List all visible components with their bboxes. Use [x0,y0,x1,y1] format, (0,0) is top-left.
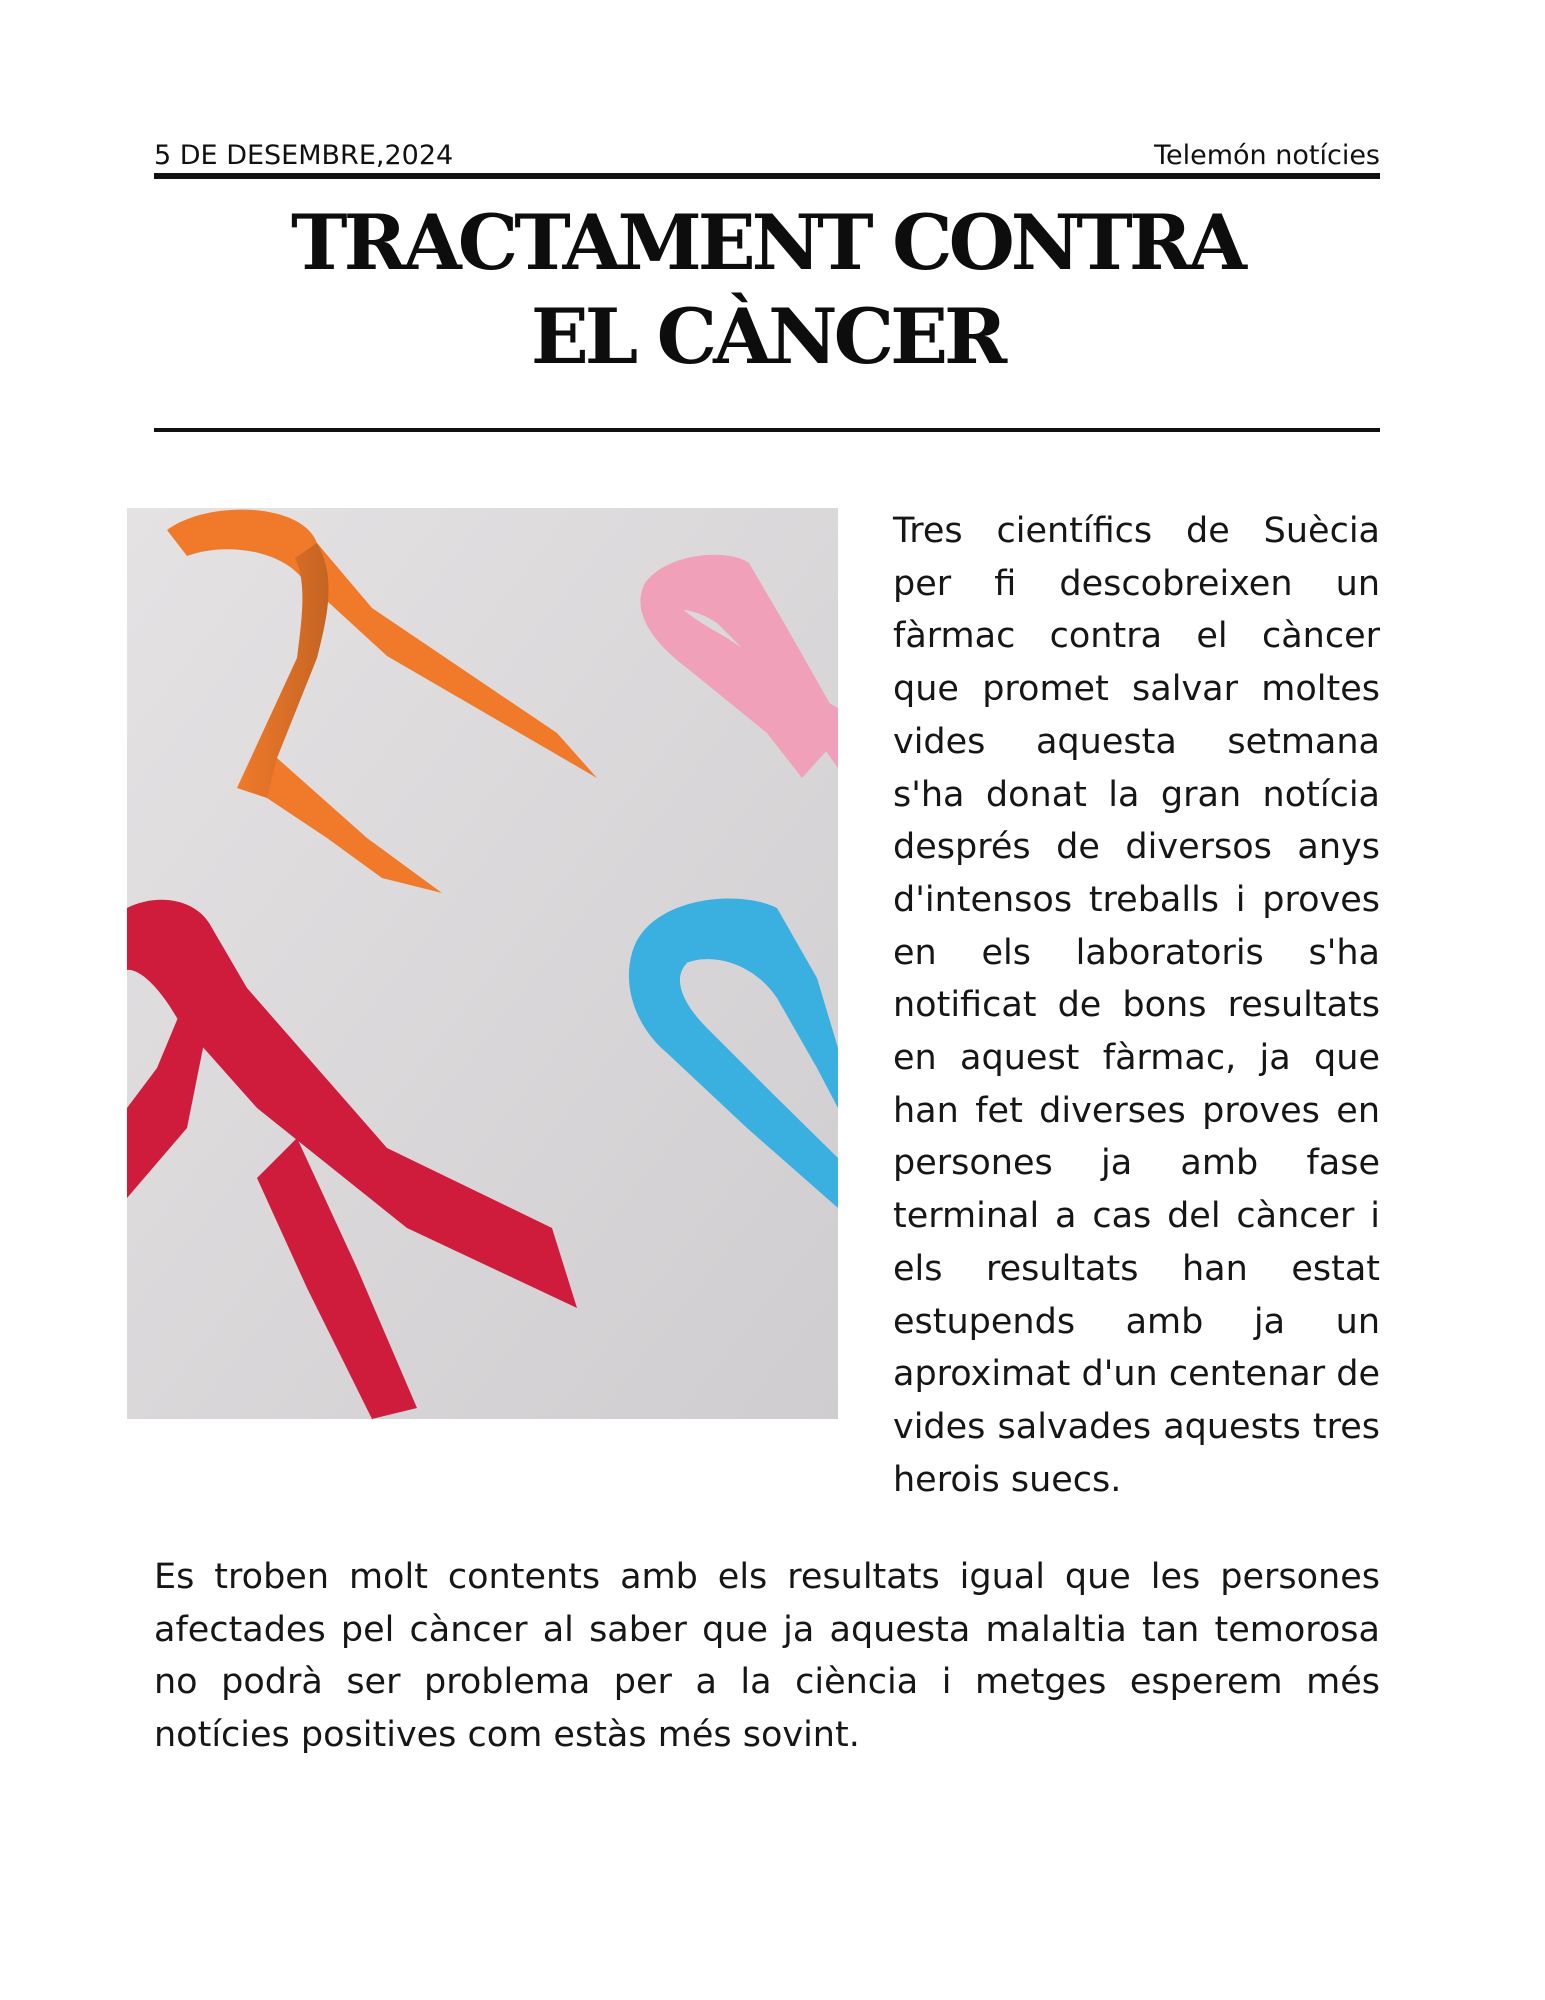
masthead-divider [154,173,1380,179]
article-closing-paragraph: Es troben molt contents amb els resultats igual que les persones afectades pel càncer al saber que ja aquesta malaltia tan temorosa no podrà ser problema per a la ciència i metges esperem més notícies positives com estàs més sovint. [154,1557,1380,1756]
publication-source: Telemón notícies [1154,140,1380,171]
publication-date: 5 DE DESEMBRE,2024 [154,140,454,171]
masthead-row [154,138,1380,174]
article-headline [154,196,1380,384]
headline-line-2: EL CÀNCER [530,292,1004,381]
article-column-text: Tres científics de Suècia per fi descobreixen un fàrmac contra el càncer que promet salvar moltes vides aquesta setmana s'ha donat la gran notícia després de diversos anys d'intensos treballs i proves en els laboratoris s'ha notificat de bons resultats en aquest fàrmac, ja que han fet diverses proves en persones ja amb fase terminal a cas del càncer i els resultats han estat estupends amb ja un aproximat d'un centenar de vides salvades aquests tres herois suecs. [893,511,1380,1500]
headline-line-1: TRACTAMENT CONTRA [291,198,1243,287]
awareness-ribbons-photo [127,508,838,1419]
headline-divider [154,428,1380,432]
